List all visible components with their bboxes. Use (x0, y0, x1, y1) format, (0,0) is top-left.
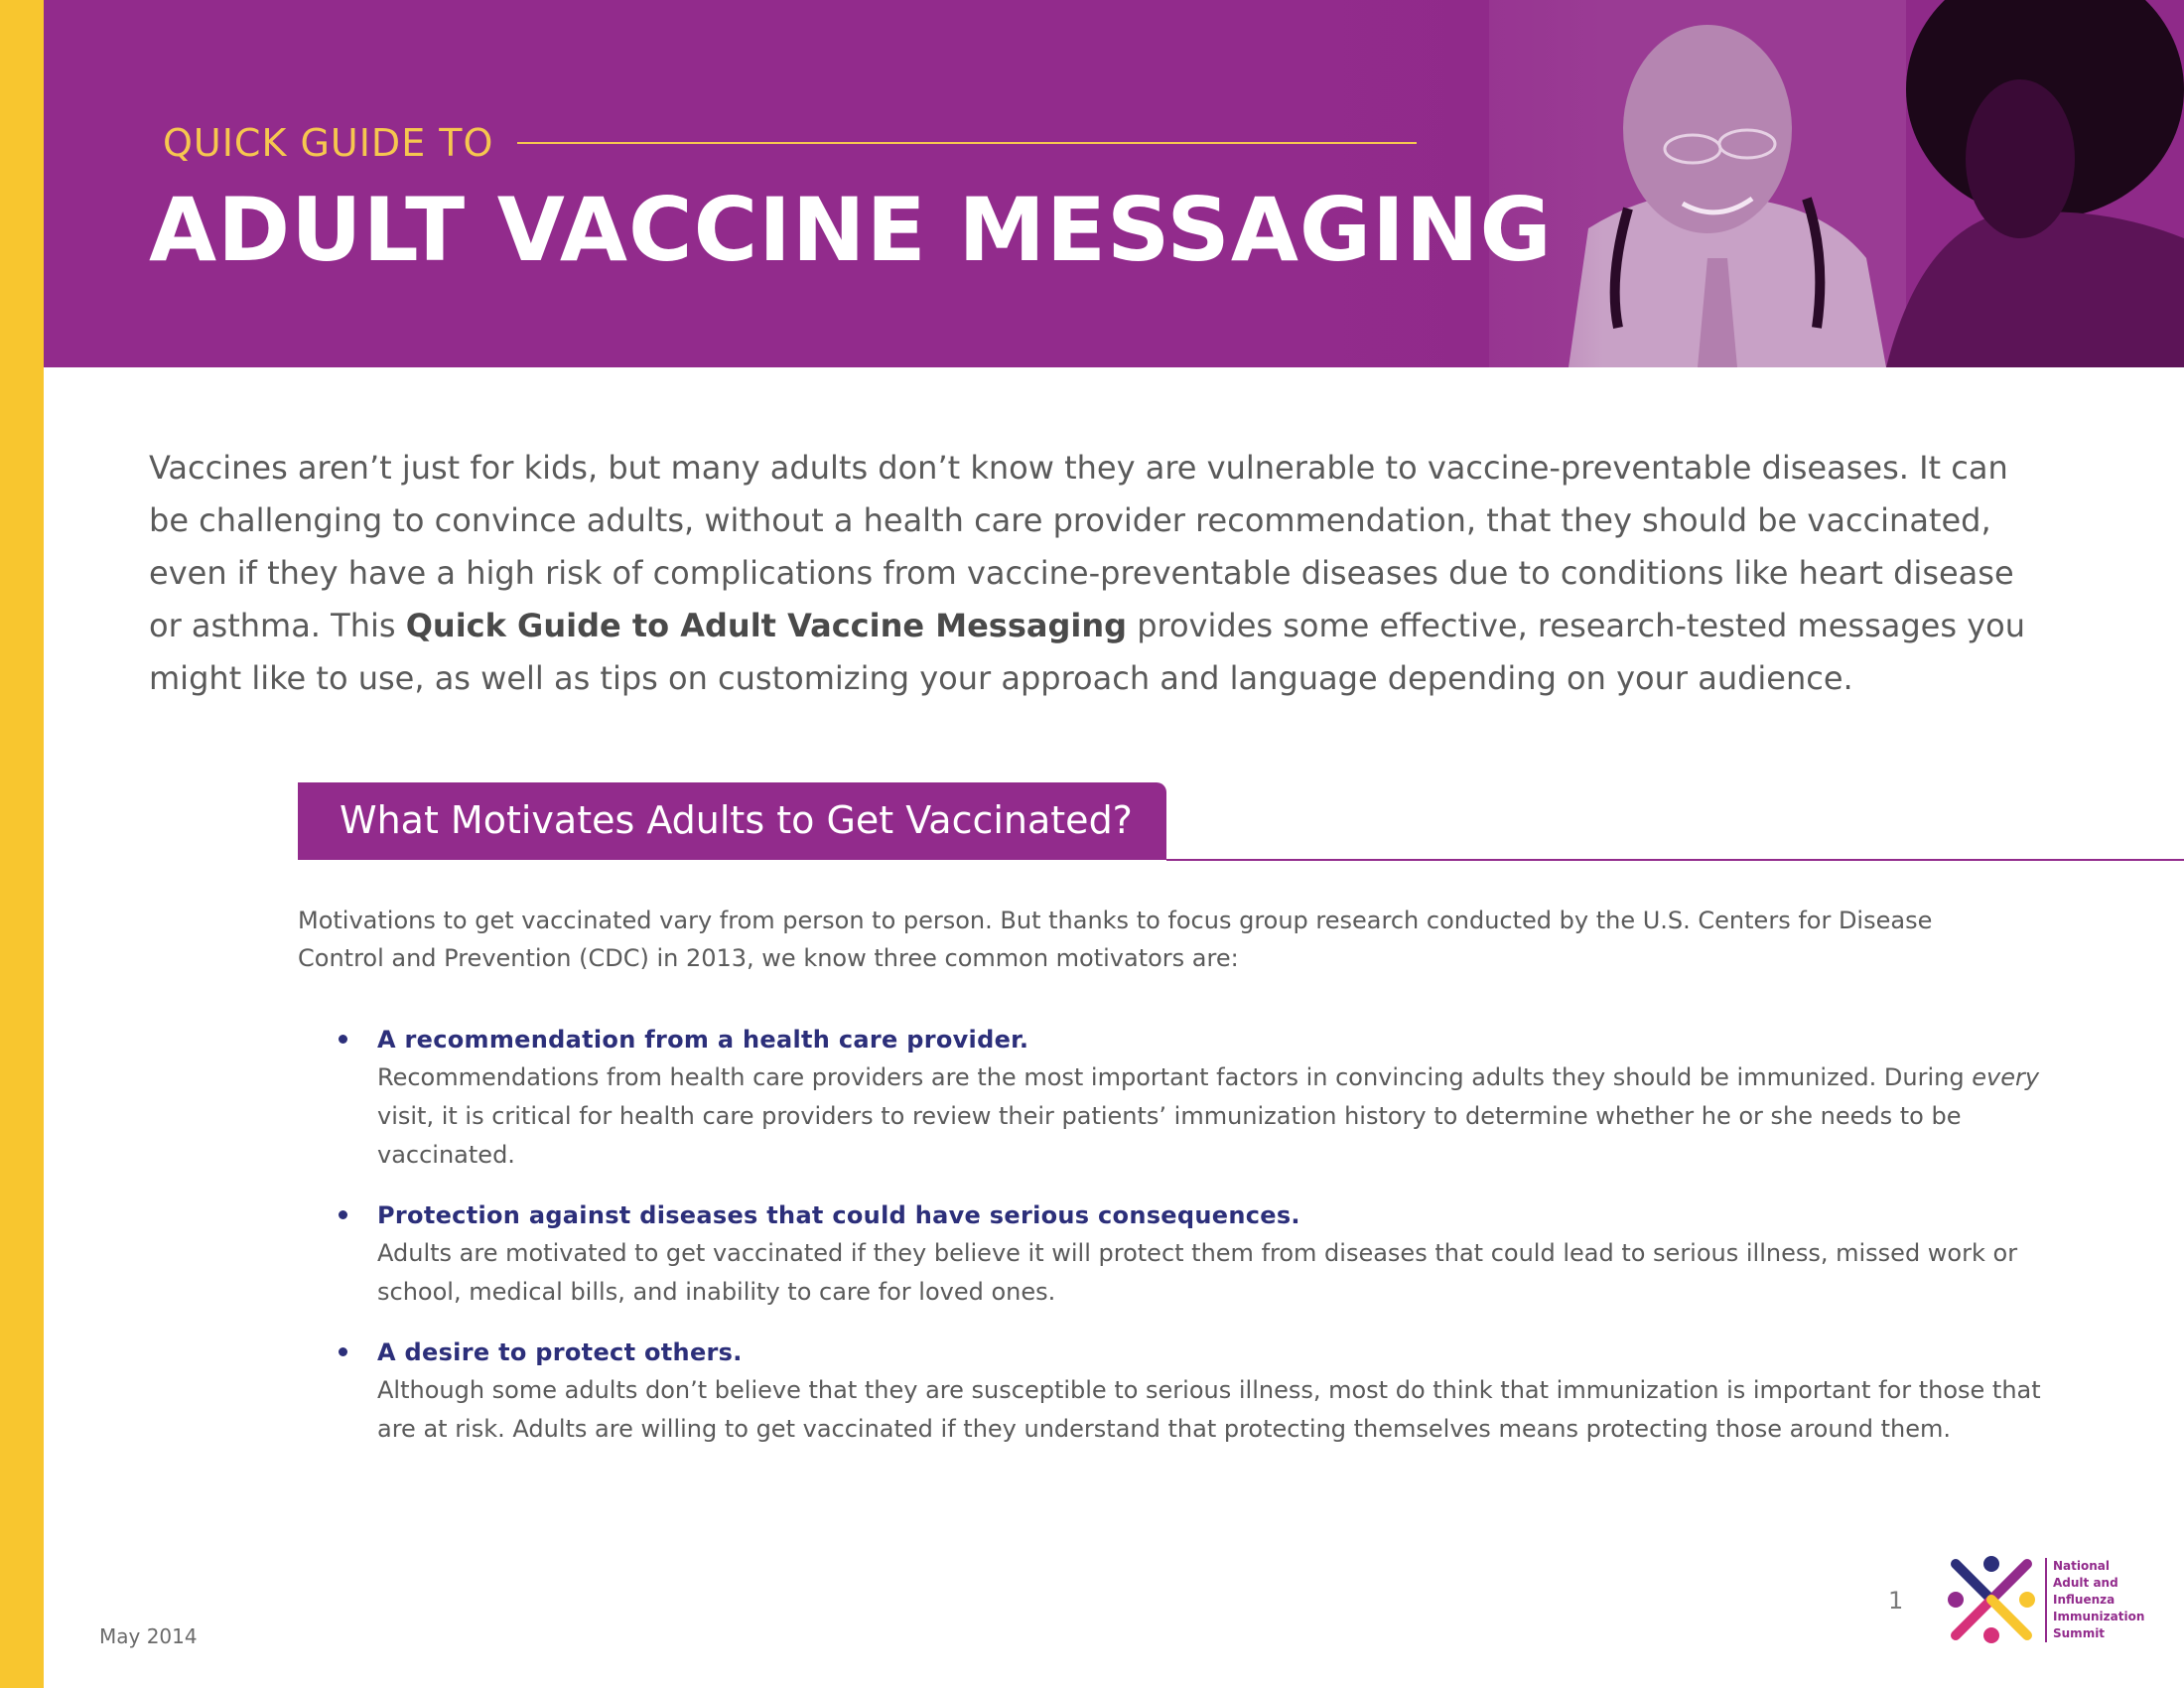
bullet-dot (339, 1347, 347, 1356)
intro-text-bold: Quick Guide to Adult Vaccine Messaging (405, 607, 1128, 644)
bullet-body-text: Recommendations from health care providers are the most important factors in convincing adults they should be immunized. During (377, 1063, 1973, 1091)
bullet-body: Although some adults don’t believe that they are susceptible to serious illness, most do think that immunization is important for those that are at risk. Adults are willing to get vaccinated if they understand that protecting themselves means protecting those around them. (377, 1376, 2041, 1443)
list-item (377, 1196, 2045, 1312)
bullet-body-emphasis: every (1972, 1063, 2040, 1091)
bullet-heading: A recommendation from a health care provider. (377, 1026, 1029, 1054)
intro-text-part2: provides some effective, research-tested messages you might like to use, as well as tips on customizing your approach and language depending on your audience. (149, 607, 2025, 697)
bullet-heading: Protection against diseases that could have serious consequences. (377, 1201, 1300, 1229)
logo-text-line: Summit (2053, 1626, 2106, 1640)
page-number: 1 (1888, 1587, 1904, 1615)
header-kicker-rule (517, 142, 1417, 144)
bullet-dot (339, 1210, 347, 1219)
logo-text-line: Adult and (2053, 1576, 2118, 1590)
footer-date: May 2014 (99, 1624, 198, 1648)
header-kicker-row (163, 121, 1417, 165)
bullet-heading: A desire to protect others. (377, 1338, 743, 1366)
nais-logo (1946, 1554, 2145, 1653)
header-kicker: QUICK GUIDE TO (163, 121, 494, 165)
bullet-body-text: visit, it is critical for health care providers to review their patients’ immunization history to determine whether he or she needs to be vaccinated. (377, 1102, 1962, 1169)
intro-paragraph (149, 442, 2045, 705)
logo-text-line: Influenza (2053, 1593, 2116, 1607)
motivators-list (377, 1021, 2045, 1449)
nais-logo-wordmark (2045, 1558, 2145, 1642)
section-heading: What Motivates Adults to Get Vaccinated? (340, 798, 1133, 842)
list-item (377, 1334, 2045, 1449)
nais-logo-mark-icon (1946, 1554, 2037, 1645)
section-lead-paragraph: Motivations to get vaccinated vary from person to person. But thanks to focus group research conducted by the U.S. Centers for Disease Control and Prevention (CDC) in 2013, we know three common motivators are: (298, 907, 1933, 972)
header-banner (44, 0, 2184, 367)
bullet-body: Adults are motivated to get vaccinated if they believe it will protect them from diseases that could lead to serious illness, missed work or school, medical bills, and inability to care for loved ones. (377, 1239, 2018, 1306)
section-heading-tab (298, 782, 1166, 860)
list-item (377, 1021, 2045, 1175)
page-title: ADULT VACCINE MESSAGING (149, 179, 1553, 281)
left-accent-bar (0, 0, 44, 1688)
logo-text-line: National (2053, 1559, 2110, 1573)
intro-text-part1: Vaccines aren’t just for kids, but many adults don’t know they are vulnerable to vaccine-preventable diseases. It can be challenging to convince adults, without a health care provider recommendation, that they should be vaccinated, even if they have a high risk of complications from vaccine-preventable diseases due to conditions like heart disease or asthma. This (149, 449, 2014, 644)
bullet-dot (339, 1035, 347, 1044)
section-heading-rule (1166, 859, 2184, 861)
bullet-body (377, 1058, 2045, 1175)
logo-text-line: Immunization (2053, 1610, 2145, 1623)
